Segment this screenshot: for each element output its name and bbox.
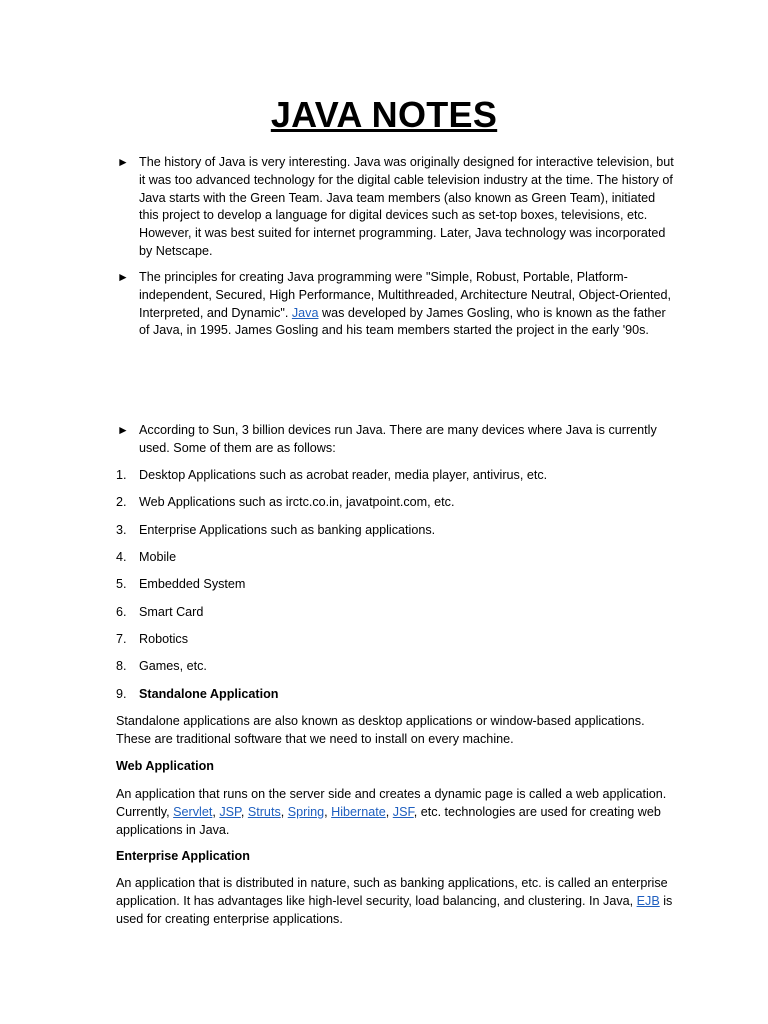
- bullet-arrow-icon: ►: [117, 423, 129, 437]
- ejb-link[interactable]: EJB: [636, 893, 660, 908]
- bullet-text: According to Sun, 3 billion devices run Java. There are many devices where Java is currently used. Some of them are as follows:: [139, 423, 657, 455]
- web-application-paragraph: [116, 786, 678, 839]
- separator: ,: [280, 804, 288, 819]
- list-item: [116, 522, 676, 540]
- bullet-text-part: was developed by James Gosling, who is known as the father of Java, in 1995. James Gosling and his team members started the project in the early '90s.: [139, 305, 666, 338]
- list-item: [116, 576, 676, 594]
- list-item-text: Desktop Applications such as acrobat reader, media player, antivirus, etc.: [139, 468, 548, 482]
- list-item-text: Standalone Application: [139, 687, 279, 701]
- hibernate-link[interactable]: Hibernate: [331, 804, 386, 819]
- separator: ,: [212, 804, 220, 819]
- list-item-text: Games, etc.: [139, 659, 207, 673]
- list-item: [116, 549, 676, 567]
- bullet-item-principles: [117, 269, 677, 340]
- bullet-item-history: [117, 154, 677, 261]
- list-number: 9.: [116, 687, 127, 701]
- list-number: 6.: [116, 605, 127, 619]
- bullet-item-devices: [117, 422, 677, 458]
- list-item-text: Web Applications such as irctc.co.in, javatpoint.com, etc.: [139, 495, 455, 509]
- list-item-text: Smart Card: [139, 605, 204, 619]
- separator: ,: [324, 804, 332, 819]
- list-item-text: Enterprise Applications such as banking applications.: [139, 523, 436, 537]
- list-item: [116, 494, 676, 512]
- standalone-paragraph: Standalone applications are also known as desktop applications or window-based applications. These are traditional software that we need to install on every machine.: [116, 714, 645, 746]
- list-item-text: Mobile: [139, 550, 177, 564]
- separator: ,: [240, 804, 248, 819]
- paragraph-text-part: , etc. technologies are used for creating web applications in Java.: [116, 804, 661, 837]
- paragraph-text-part: is used for creating enterprise applications.: [116, 893, 673, 926]
- list-number: 2.: [116, 495, 127, 509]
- list-item: [116, 631, 676, 649]
- struts-link[interactable]: Struts: [247, 804, 281, 819]
- list-item: [116, 604, 676, 622]
- bullet-arrow-icon: ►: [117, 155, 129, 169]
- web-application-heading: Web Application: [116, 759, 214, 773]
- list-number: 7.: [116, 632, 127, 646]
- enterprise-application-heading: Enterprise Application: [116, 849, 250, 863]
- bullet-text: The history of Java is very interesting. Java was originally designed for interactive television, but it was too advanced technology for the digital cable television industry at the time. The history of Java starts with the Green Team. Java team members (also known as Green Team), initiated this project to develop a language for digital devices such as set-top boxes, televisions, etc. However, it was best suited for internet programming. Later, Java technology was incorporated by Netscape.: [139, 155, 674, 258]
- list-number: 8.: [116, 659, 127, 673]
- list-item: [116, 658, 676, 676]
- jsf-link[interactable]: JSF: [392, 804, 414, 819]
- list-item-text: Embedded System: [139, 577, 246, 591]
- list-item: [116, 467, 676, 485]
- bullet-arrow-icon: ►: [117, 270, 129, 284]
- paragraph-text-part: An application that runs on the server side and creates a dynamic page is called a web application. Currently,: [116, 787, 667, 819]
- servlet-link[interactable]: Servlet: [173, 804, 213, 819]
- spring-link[interactable]: Spring: [287, 804, 325, 819]
- java-link[interactable]: Java: [291, 305, 319, 320]
- list-item-text: Robotics: [139, 632, 188, 646]
- page-title: JAVA NOTES: [270, 94, 498, 135]
- list-item: [116, 686, 676, 704]
- list-number: 1.: [116, 468, 127, 482]
- jsp-link[interactable]: JSP: [219, 804, 241, 819]
- bullet-text: [139, 269, 677, 340]
- paragraph-text-part: An application that is distributed in nature, such as banking applications, etc. is called an enterprise application. It has advantages like high-level security, load balancing, and clustering. In Java,: [116, 876, 668, 908]
- list-number: 5.: [116, 577, 127, 591]
- list-number: 3.: [116, 523, 127, 537]
- separator: ,: [385, 804, 393, 819]
- list-number: 4.: [116, 550, 127, 564]
- enterprise-application-paragraph: [116, 875, 678, 928]
- bullet-text-part: The principles for creating Java programming were "Simple, Robust, Portable, Platform-independent, Secured, High Performance, Multithreaded, Architecture Neutral, Object-Oriented, Interpreted, and Dynamic".: [139, 270, 672, 320]
